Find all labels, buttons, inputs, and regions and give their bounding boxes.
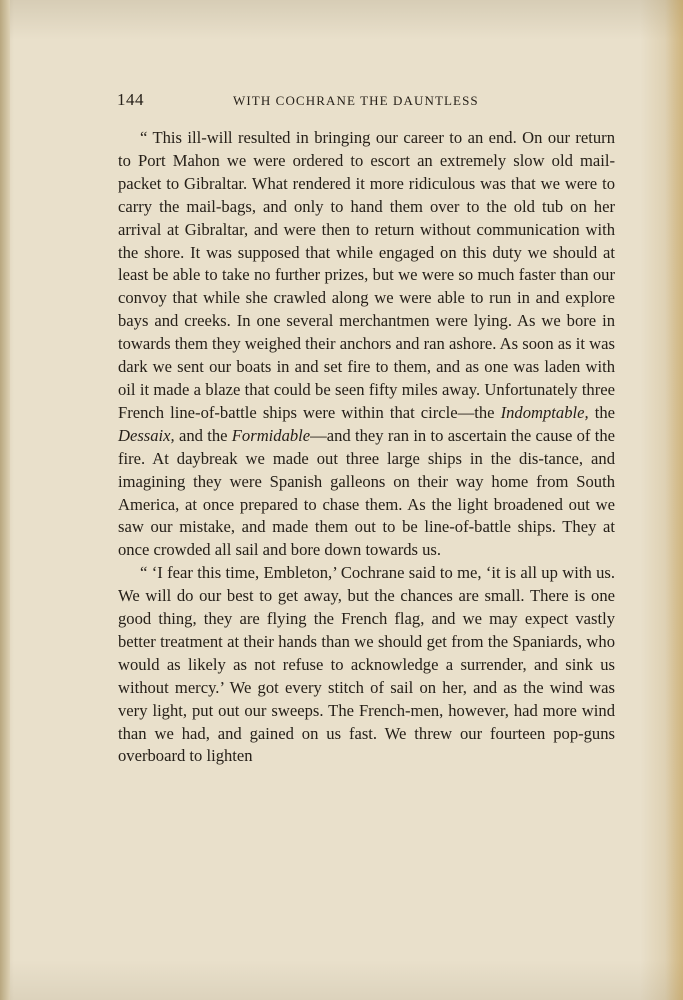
- paragraph-1-text-d: —and they ran in to ascertain the cause of the fire. At daybreak we made out three large ships in the dis-tance, and imagining they were Spanish galleons on their way home from South America, at once prepared to chase them. As the light broadened out we saw our mistake, and made them out to be line-of-battle ships. They at once crowded all sail and bore down towards us.: [118, 425, 616, 560]
- paragraph-1-text-a: “ This ill-will resulted in bringing our career to an end. On our return to Port Mahon we were ordered to escort an extremely slow old mail-packet to Gibraltar. What rendered it more ridiculous was that we were to carry the mail-bags, and only to hand them over to the old tub on her arrival at Gibraltar, and were then to return without communication with the shore. It was supposed that while engaged on this duty we should at least be able to take no further prizes, but we were so much faster than our convoy that while she crawled along we were able to run in and explore bays and creeks. In one several merchantmen were lying. As we bore in towards them they weighed their anchors and ran ashore. As soon as it was dark we sent our boats in and set fire to them, and as one was laden with oil it made a blaze that could be seen fifty miles away. Unfortunately three French line-of-battle ships were within that circle—the: [118, 128, 615, 422]
- paragraph-1: [118, 127, 615, 562]
- paragraph-1-text-b: the: [594, 402, 615, 422]
- ship-name-formidable: Formidable: [231, 425, 311, 445]
- running-head: [117, 90, 617, 112]
- running-title: WITH COCHRANE THE DAUNTLESS: [233, 93, 479, 108]
- paragraph-2: “ ‘I fear this time, Embleton,’ Cochrane said to me, ‘it is all up with us. We will do our best to get away, but the chances are small. There is one good thing, they are flying the French flag, and we may expect vastly better treatment at their hands than we should get from the Spaniards, who would as likely as not refuse to acknowledge a surrender, and sink us without mercy.’ We got every stitch of sail on her, and as the wind was very light, put out our sweeps. The French-men, however, had more wind than we had, and gained on us fast. We threw our fourteen pop-guns overboard to lighten: [118, 563, 615, 766]
- ship-name-dessaix: Dessaix,: [118, 425, 175, 445]
- body-text: [118, 127, 615, 768]
- page-edge-stain: [665, 0, 683, 1000]
- page-gutter-shadow: [0, 0, 10, 1000]
- paragraph-1-text-c: and the: [178, 425, 228, 445]
- ship-name-indomptable: Indomptable,: [500, 402, 589, 422]
- page-number: 144: [117, 90, 144, 109]
